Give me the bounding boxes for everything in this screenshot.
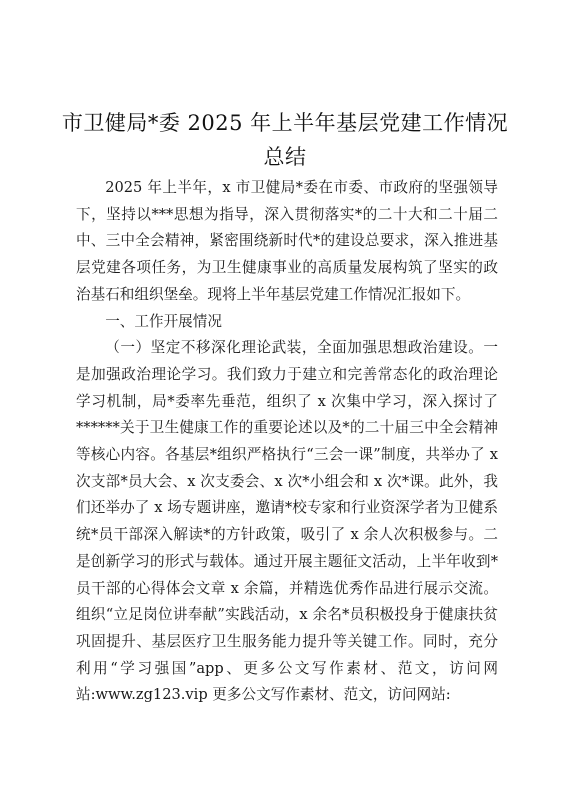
document-body <box>76 175 498 709</box>
document-title-line-2: 总结 <box>263 145 307 169</box>
intro-paragraph: 2025 年上半年，x 市卫健局*委在市委、市政府的坚强领导下，坚持以***思想为指导，深入贯彻落实*的二十大和二十届二中、三中全会精神，紧密围绕新时代*的建设总要求，深入推进基层党建各项任务，为卫生健康事业的高质量发展构筑了坚实的政治基石和组织堡垒。现将上半年基层党建工作情况汇报如下。 <box>76 179 498 303</box>
section-paragraph: （一）坚定不移深化理论武装，全面加强思想政治建设。一是加强政治理论学习。我们致力于建立和完善常态化的政治理论学习机制，局*委率先垂范，组织了 x 次集中学习，深入探讨了******关于卫生健康工作的重要论述以及*的二十届三中全会精神等核心内容。各基层*组织严格执行“三会一课”制度，共举办了 x 次支部*员大会、x 次支委会、x 次*小组会和 x 次*课。此外，我们还举办了 x 场专题讲座，邀请*校专家和行业资深学者为卫健系统*员干部深入解读*的方针政策，吸引了 x 余人次积极参与。二是创新学习的形式与载体。通过开展主题征文活动，上半年收到*员干部的心得体会文章 x 余篇，并精选优秀作品进行展示交流。组织“立足岗位讲奉献”实践活动，x 余名*员积极投身于健康扶贫巩固提升、基层医疗卫生服务能力提升等关键工作。同时，充分利用“学习强国”app、更多公文写作素材、范文，访问网站:www.zg123.vip 更多公文写作素材、范文，访问网站: <box>76 339 498 704</box>
section-heading: 一、工作开展情况 <box>105 312 222 330</box>
document-title-line-1: 市卫健局*委 2025 年上半年基层党建工作情况 <box>61 111 509 135</box>
